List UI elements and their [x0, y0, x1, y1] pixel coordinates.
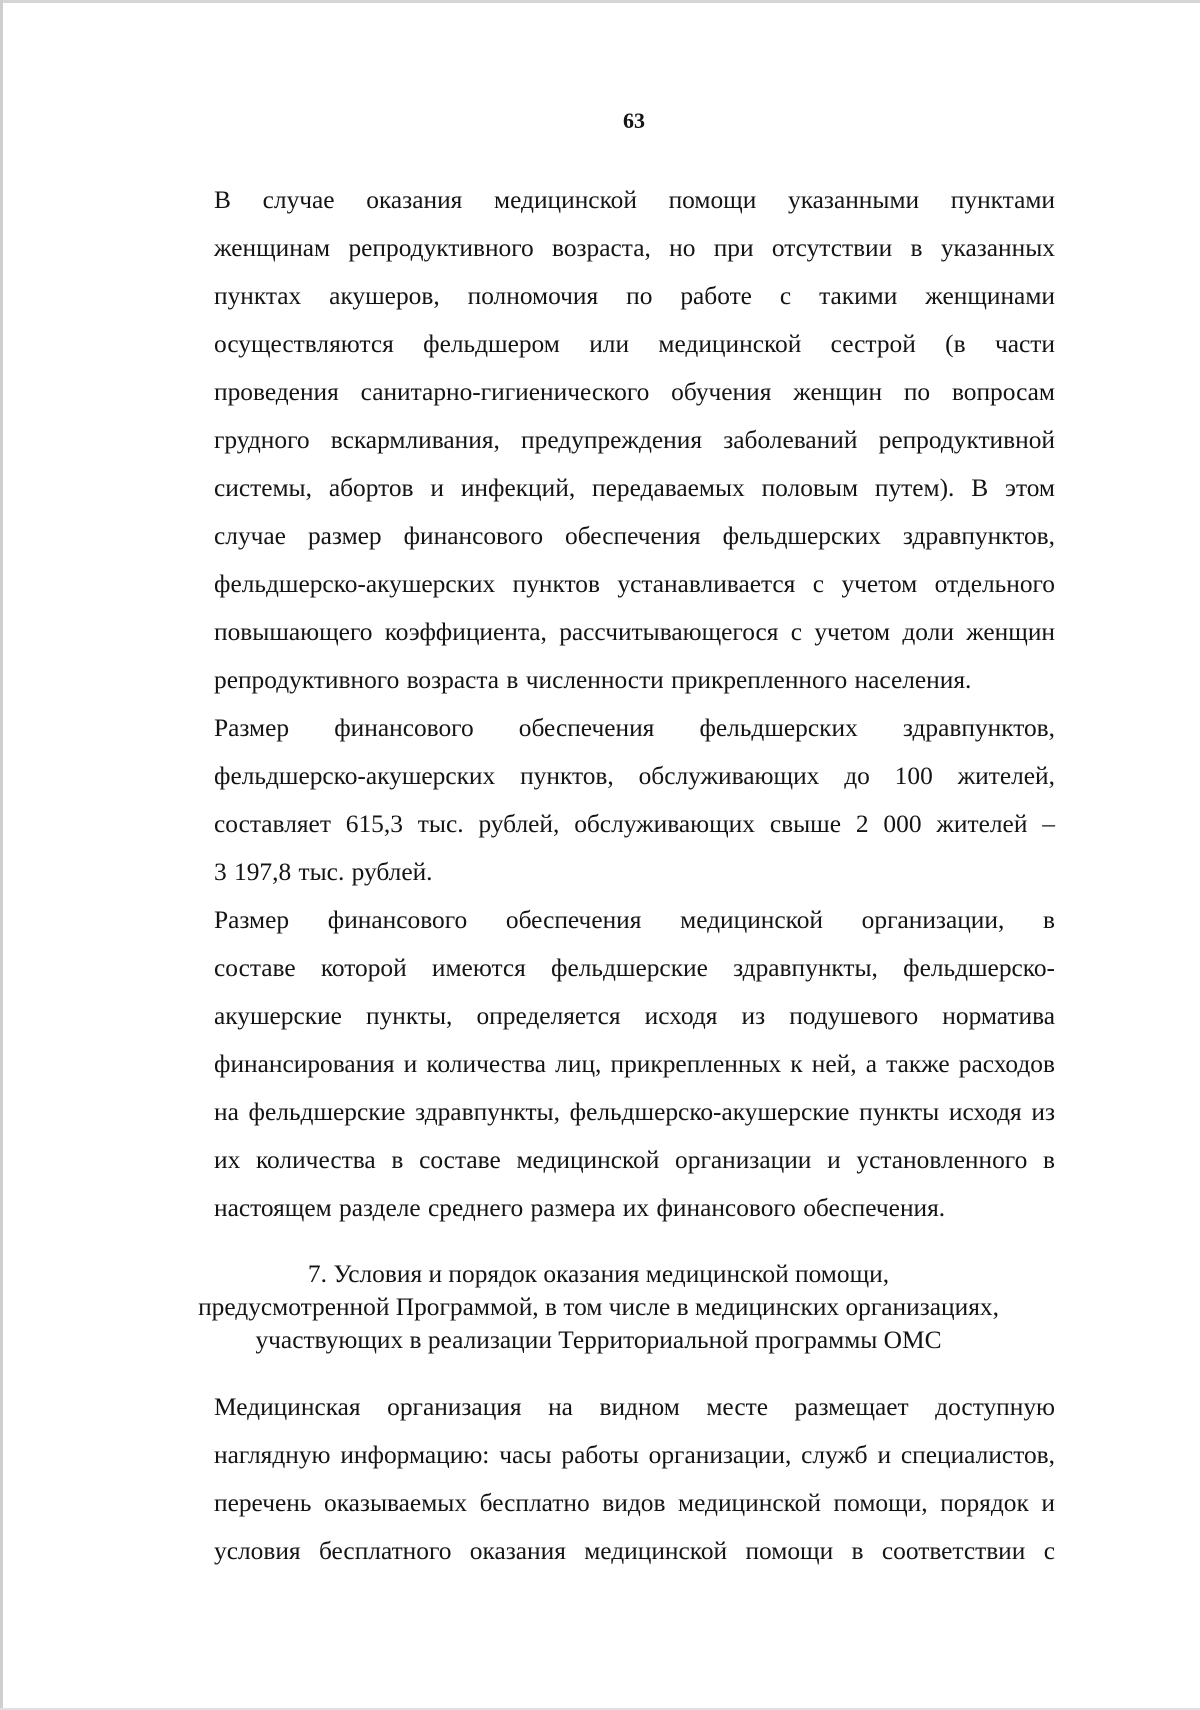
text-line: наглядную информацию: часы работы организации, служб и специалистов, — [214, 1441, 1055, 1469]
text-line: составляет 615,3 тыс. рублей, обслуживающих свыше 2 000 жителей – — [214, 810, 1055, 838]
heading-line: 7. Условия и порядок оказания медицинской помощи, — [307, 1260, 890, 1288]
text-line: на фельдшерские здравпункты, фельдшерско-акушерские пункты исходя из — [214, 1098, 1055, 1126]
text-line: женщинам репродуктивного возраста, но при отсутствии в указанных — [214, 234, 1055, 262]
text-line: проведения санитарно-гигиенического обучения женщин по вопросам — [214, 378, 1055, 406]
text-line: повышающего коэффициента, рассчитывающегося с учетом доли женщин — [214, 618, 1055, 646]
page-content — [142, 176, 1055, 1575]
text-line: грудного вскармливания, предупреждения заболеваний репродуктивной — [214, 426, 1055, 454]
scan-edge-top — [0, 0, 1200, 3]
text-line: Размер финансового обеспечения медицинской организации, в — [214, 906, 1055, 934]
text-line: осуществляются фельдшером или медицинской сестрой (в части — [214, 330, 1055, 358]
paragraph-visual-information — [142, 1383, 1055, 1575]
text-line: Медицинская организация на видном месте размещает доступную — [214, 1393, 1055, 1421]
text-line: репродуктивного возраста в численности прикрепленного населения. — [214, 666, 972, 694]
text-line: пунктах акушеров, полномочия по работе с такими женщинами — [214, 282, 1055, 310]
text-line: составе которой имеются фельдшерские здравпункты, фельдшерско- — [214, 954, 1055, 982]
text-line: Размер финансового обеспечения фельдшерских здравпунктов, — [214, 714, 1055, 742]
paragraph-womens-care — [142, 176, 1055, 704]
scan-edge-left — [0, 0, 3, 1710]
heading-line: участвующих в реализации Территориальной программы ОМС — [255, 1326, 942, 1354]
text-line: фельдшерско-акушерских пунктов устанавливается с учетом отдельного — [214, 570, 1055, 598]
text-line: 3 197,8 тыс. рублей. — [214, 858, 433, 886]
page-number: 63 — [623, 108, 645, 133]
text-line: В случае оказания медицинской помощи указанными пунктами — [214, 186, 1055, 214]
text-line: акушерские пункты, определяется исходя из подушевого норматива — [214, 1002, 1055, 1030]
paragraph-financing-size — [142, 704, 1055, 896]
heading-line: предусмотренной Программой, в том числе в медицинских организациях, — [198, 1293, 999, 1321]
text-line: перечень оказываемых бесплатно видов медицинской помощи, порядок и — [214, 1489, 1055, 1517]
paragraph-organization-financing — [142, 896, 1055, 1232]
text-line: финансирования и количества лиц, прикрепленных к ней, а также расходов — [214, 1050, 1055, 1078]
text-line: настоящем разделе среднего размера их финансового обеспечения. — [214, 1194, 946, 1222]
section-heading — [142, 1258, 1055, 1357]
text-line: случае размер финансового обеспечения фельдшерских здравпунктов, — [214, 522, 1055, 550]
text-line: фельдшерско-акушерских пунктов, обслуживающих до 100 жителей, — [214, 762, 1055, 790]
text-line: системы, абортов и инфекций, передаваемых половым путем). В этом — [214, 474, 1055, 502]
text-line: условия бесплатного оказания медицинской помощи в соответствии с — [214, 1537, 1055, 1565]
text-line: их количества в составе медицинской организации и установленного в — [214, 1146, 1055, 1174]
